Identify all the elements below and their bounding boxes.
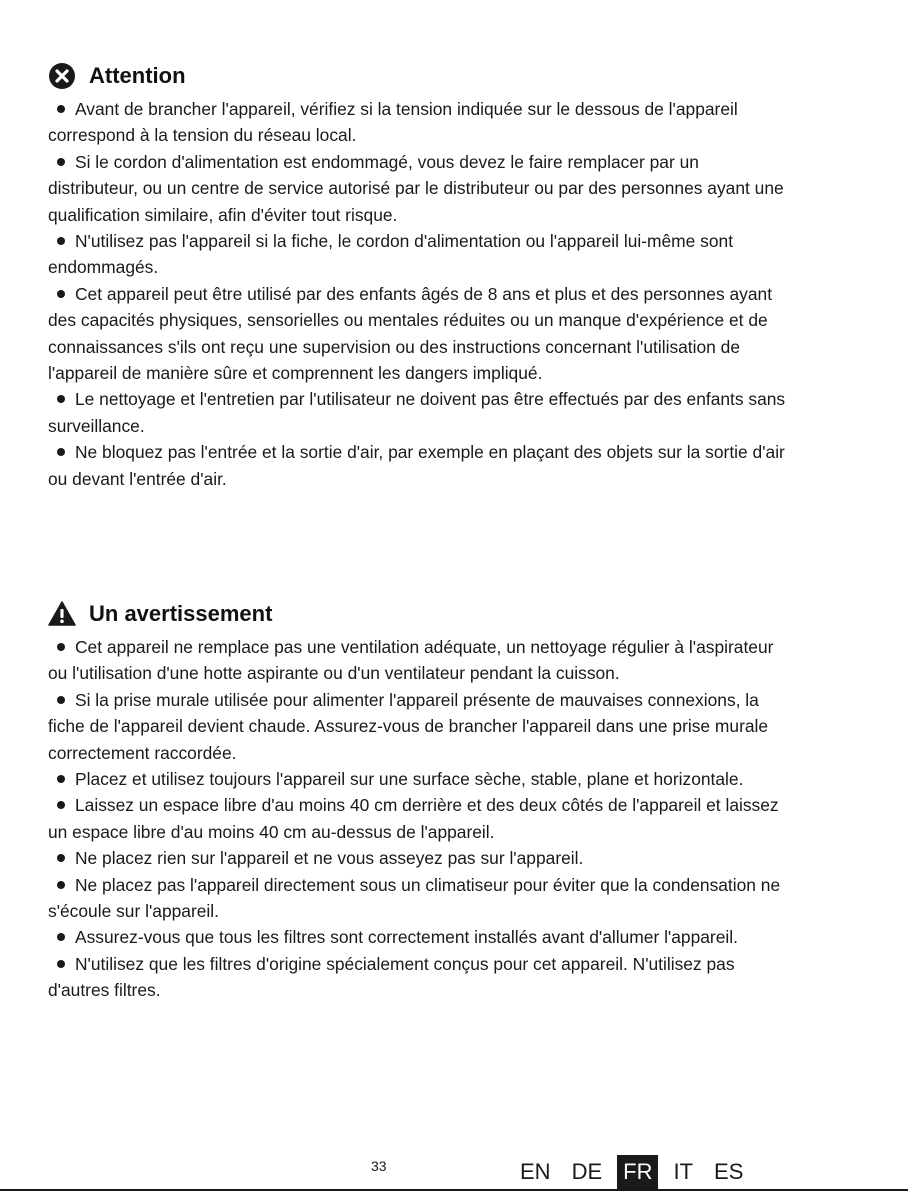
language-selector — [514, 1155, 758, 1189]
attention-item: Ne bloquez pas l'entrée et la sortie d'air, par exemple en plaçant des objets sur la sortie d'air ou devant l'entrée d'air. — [48, 442, 785, 489]
attention-item: N'utilisez pas l'appareil si la fiche, le cordon d'alimentation ou l'appareil lui-même sont endommagés. — [48, 231, 734, 278]
warning-item: Ne placez pas l'appareil directement sous un climatiseur pour éviter que la condensation ne s'écoule sur l'appareil. — [48, 874, 781, 922]
warning-heading — [48, 596, 788, 632]
warning-item: Si la prise murale utilisée pour alimenter l'appareil présente de mauvaises connexions, la fiche de l'appareil devient chaude. Assurez-vous de brancher l'appareil dans une prise murale correctement raccordée. — [48, 689, 769, 763]
attention-section — [48, 58, 788, 492]
footer-divider — [0, 1189, 908, 1191]
warning-section — [48, 596, 788, 1004]
attention-heading — [48, 58, 788, 94]
warning-item: Assurez-vous que tous les filtres sont correctement installés avant d'allumer l'appareil. — [48, 924, 788, 950]
bullet — [57, 158, 65, 166]
attention-item: Le nettoyage et l'entretien par l'utilisateur ne doivent pas être effectués par des enfants sans surveillance. — [48, 389, 786, 436]
bullet — [57, 290, 65, 298]
bullet — [57, 643, 65, 651]
lang-en: EN — [520, 1159, 551, 1184]
bullet — [57, 395, 65, 403]
bullet — [57, 881, 65, 889]
close-circle-icon — [48, 62, 76, 90]
lang-es: ES — [714, 1159, 744, 1184]
bullet — [57, 448, 65, 456]
lang-it: IT — [673, 1159, 694, 1184]
bullet — [57, 775, 65, 783]
bullet — [57, 105, 65, 113]
attention-item: Si le cordon d'alimentation est endommagé, vous devez le faire remplacer par un distributeur, ou un centre de service autorisé par le distributeur ou par des personnes ayant une qualification similaire, afin d'éviter tout risque. — [48, 151, 784, 225]
lang-de: DE — [571, 1159, 603, 1184]
warning-item: Cet appareil ne remplace pas une ventilation adéquate, un nettoyage régulier à l'aspirateur ou l'utilisation d'une hotte aspirante ou d'un ventilateur pendant la cuisson. — [48, 637, 774, 684]
bullet — [57, 933, 65, 941]
attention-title: Attention — [89, 63, 186, 88]
bullet — [57, 854, 65, 862]
bullet — [57, 237, 65, 245]
warning-item: N'utilisez que les filtres d'origine spécialement conçus pour cet appareil. N'utilisez pas d'autres filtres. — [48, 953, 735, 1001]
bullet — [57, 696, 65, 704]
lang-fr: FR — [617, 1155, 658, 1189]
warning-item: Ne placez rien sur l'appareil et ne vous asseyez pas sur l'appareil. — [48, 845, 788, 871]
warning-triangle-icon — [48, 600, 76, 628]
bullet — [57, 960, 65, 968]
warning-item: Laissez un espace libre d'au moins 40 cm derrière et des deux côtés de l'appareil et laissez un espace libre d'au moins 40 cm au-dessus de l'appareil. — [48, 795, 779, 842]
attention-item: Cet appareil peut être utilisé par des enfants âgés de 8 ans et plus et des personnes ayant des capacités physiques, sensorielles ou mentales réduites ou un manque d'expérience et de connaissances s'ils ont reçu une supervision ou des instructions concernant l'utilisation de l'appareil de manière sûre et comprennent les dangers impliqué. — [48, 283, 773, 384]
attention-item: Avant de brancher l'appareil, vérifiez si la tension indiquée sur le dessous de l'appareil correspond à la tension du réseau local. — [48, 99, 738, 146]
warning-item: Placez et utilisez toujours l'appareil sur une surface sèche, stable, plane et horizontale. — [48, 766, 788, 792]
bullet — [57, 801, 65, 809]
warning-title: Un avertissement — [89, 601, 273, 626]
page-number: 33 — [371, 1158, 387, 1174]
